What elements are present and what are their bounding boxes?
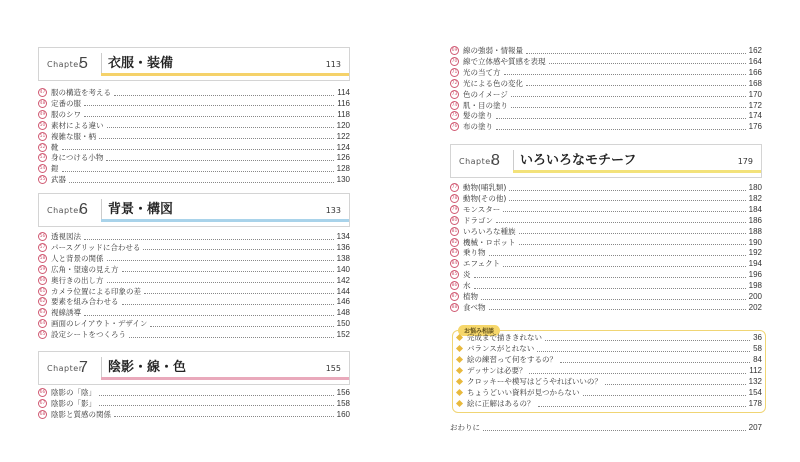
leader-dots: [129, 332, 334, 338]
entry-number-badge: 81: [451, 228, 458, 234]
leader-dots: [99, 133, 334, 139]
leader-dots: [583, 390, 746, 396]
entry-title: 水: [463, 281, 471, 291]
chapter-number: 5: [79, 55, 88, 72]
entry-page: 176: [748, 122, 762, 132]
entry-title: 髪の塗り: [463, 111, 493, 121]
toc-entry[interactable]: [38, 296, 350, 307]
entry-number-badge: 69: [451, 48, 458, 53]
entry-title: モンスター: [463, 204, 501, 214]
leader-dots: [84, 310, 334, 316]
entry-page: 146: [336, 297, 350, 307]
entry-number-badge: 80: [451, 217, 458, 223]
entry-title: パースグリッドに合わせる: [51, 242, 141, 252]
entry-title: 視線誘導: [51, 308, 81, 318]
leader-dots: [122, 299, 334, 305]
chapter-number: 8: [491, 152, 500, 169]
leader-dots: [509, 195, 745, 201]
entry-title: 奥行きの出し方: [51, 275, 104, 285]
entry-number-badge: 60: [39, 277, 46, 283]
entry-number-badge: 56: [39, 234, 46, 239]
entry-page: 180: [748, 183, 762, 192]
entry-page: 164: [748, 56, 762, 66]
entry-number-badge: 82: [451, 239, 458, 245]
toc-entry[interactable]: [38, 98, 350, 109]
toc-entry[interactable]: [38, 253, 350, 264]
entry-title: 定番の服: [51, 98, 81, 108]
entry-title: ちょうどいい資料が見つからない: [467, 388, 580, 397]
toc-entry[interactable]: [450, 302, 762, 313]
chapter-page: 155: [325, 363, 341, 373]
entry-title: 陰影の「影」: [51, 398, 96, 408]
leader-dots: [107, 277, 334, 283]
entry-page: 162: [748, 46, 762, 55]
chapter-underline: [101, 377, 349, 380]
entry-title: 食べ物: [463, 302, 486, 312]
chapter-title: 衣服・装備: [101, 53, 311, 75]
chapter-underline: [101, 73, 349, 76]
entry-number-badge: 63: [39, 310, 46, 316]
toc-entry[interactable]: [38, 286, 350, 297]
leader-dots: [560, 357, 750, 363]
entry-page: 186: [748, 215, 762, 225]
ending-entry[interactable]: [450, 422, 762, 433]
entry-number-badge: 61: [39, 288, 46, 294]
chapter-label: Chapter: [47, 205, 83, 215]
leader-dots: [519, 239, 746, 245]
leader-dots: [489, 304, 746, 310]
chapter-label: Chapter: [47, 59, 83, 69]
entry-page: 142: [336, 275, 350, 285]
toc-entry[interactable]: [450, 258, 762, 269]
toc-entry[interactable]: [38, 318, 350, 329]
chapter-5-header[interactable]: [38, 47, 350, 81]
entry-title: いろいろな種族: [463, 226, 516, 236]
toc-entry[interactable]: [450, 204, 762, 215]
chapter-underline: [101, 219, 349, 222]
toc-entry[interactable]: [450, 56, 762, 67]
entry-title: 画面のレイアウト・デザイン: [51, 319, 148, 329]
leader-dots: [150, 321, 333, 327]
leader-dots: [503, 261, 746, 267]
entry-page: 168: [748, 78, 762, 88]
diamond-bullet-icon: [456, 345, 463, 352]
entry-title: 要素を組み合わせる: [51, 297, 119, 307]
entry-title: おわりに: [450, 423, 480, 432]
chapter-title: 陰影・線・色: [101, 357, 311, 379]
entry-number-badge: 55: [39, 177, 46, 183]
entry-page: 192: [748, 248, 762, 258]
entry-page: 120: [336, 120, 350, 130]
entry-page: 166: [748, 67, 762, 77]
entry-number-badge: 65: [39, 332, 46, 338]
entry-page: 182: [748, 193, 762, 203]
entry-number-badge: 47: [39, 90, 46, 95]
toc-entry[interactable]: [38, 87, 350, 98]
entry-title: 武器: [51, 175, 66, 185]
entry-number-badge: 51: [39, 133, 46, 139]
toc-entry[interactable]: [38, 109, 350, 120]
chapter-number: 6: [79, 201, 88, 218]
toc-entry[interactable]: [38, 398, 350, 409]
entry-title: クロッキーや模写はどうやればいいの？: [467, 377, 602, 386]
toc-entry[interactable]: [450, 78, 762, 89]
entry-title: 植物: [463, 292, 478, 301]
diamond-bullet-icon: [456, 367, 463, 374]
chapter-6-header[interactable]: [38, 193, 350, 227]
leader-dots: [526, 80, 746, 86]
entry-title: エフェクト: [463, 259, 501, 269]
entry-title: 動物(哺乳類): [463, 183, 507, 192]
entry-number-badge: 70: [451, 58, 458, 64]
entry-number-badge: 52: [39, 144, 46, 150]
entry-number-badge: 59: [39, 266, 46, 272]
leader-dots: [496, 217, 746, 223]
leader-dots: [529, 368, 746, 374]
entry-number-badge: 58: [39, 255, 46, 261]
leader-dots: [537, 346, 750, 352]
entry-page: 198: [748, 281, 762, 291]
entry-title: 線の強弱・情報量: [463, 46, 523, 55]
consultation-entry[interactable]: [454, 365, 762, 376]
leader-dots: [511, 91, 746, 97]
entry-number-badge: 67: [39, 400, 46, 406]
entry-number-badge: 78: [451, 195, 458, 201]
consultation-heading: お悩み相談: [458, 325, 500, 336]
entry-page: 190: [748, 237, 762, 247]
diamond-bullet-icon: [456, 378, 463, 385]
leader-dots: [144, 288, 334, 294]
chapter-8-header[interactable]: [450, 144, 762, 178]
entry-page: 138: [336, 253, 350, 263]
toc-entry[interactable]: [450, 193, 762, 204]
toc-entry[interactable]: [38, 409, 350, 420]
entry-number-badge: 62: [39, 299, 46, 305]
entry-number-badge: 64: [39, 321, 46, 327]
entry-page: 122: [336, 131, 350, 141]
entry-page: 144: [336, 286, 350, 296]
leader-dots: [511, 102, 746, 108]
toc-entry[interactable]: [38, 329, 350, 340]
entry-title: 絵の練習って何をするの？: [467, 355, 557, 364]
leader-dots: [519, 228, 746, 234]
entry-title: 設定シートをつくろう: [51, 330, 126, 340]
leader-dots: [84, 234, 334, 240]
entry-title: 絵に正解はあるの？: [467, 399, 535, 408]
entry-page: 156: [336, 388, 350, 397]
entry-title: 複雑な服・柄: [51, 131, 96, 141]
chapter-title: いろいろなモチーフ: [513, 150, 723, 172]
entry-number-badge: 88: [451, 304, 458, 310]
leader-dots: [489, 250, 746, 256]
entry-number-badge: 79: [451, 206, 458, 212]
entry-number-badge: 76: [451, 124, 458, 130]
toc-entry[interactable]: [450, 182, 762, 193]
entry-number-badge: 75: [451, 113, 458, 119]
entry-page: 172: [748, 100, 762, 110]
toc-entry[interactable]: [450, 89, 762, 100]
entry-title: 機械・ロボット: [463, 237, 516, 247]
entry-title: 炎: [463, 270, 471, 280]
toc-entry[interactable]: [38, 120, 350, 131]
entry-page: 148: [336, 308, 350, 318]
entry-page: 112: [749, 366, 762, 375]
chapter-number: 7: [79, 359, 88, 376]
leader-dots: [474, 283, 746, 289]
entry-title: 身につける小物: [51, 153, 104, 163]
diamond-bullet-icon: [456, 356, 463, 363]
right-page: [450, 0, 762, 462]
entry-page: 184: [748, 204, 762, 214]
entry-page: 134: [336, 232, 350, 241]
toc-entry[interactable]: [450, 226, 762, 237]
entry-title: バランスがとれない: [467, 344, 535, 353]
toc-entry[interactable]: [450, 100, 762, 111]
toc-entry[interactable]: [38, 275, 350, 286]
entry-page: 160: [336, 409, 350, 419]
toc-entry[interactable]: [450, 269, 762, 280]
consultation-entry[interactable]: [454, 398, 762, 409]
consultation-entry[interactable]: [454, 387, 762, 398]
entry-title: カメラ位置による印象の差: [51, 286, 141, 296]
entry-page: 200: [748, 292, 762, 301]
entry-page: 128: [336, 164, 350, 174]
entry-title: 乗り物: [463, 248, 486, 258]
entry-page: 114: [337, 88, 350, 97]
entry-page: 36: [753, 333, 762, 342]
leader-dots: [62, 166, 334, 172]
leader-dots: [143, 244, 333, 250]
entry-page: 124: [336, 142, 350, 152]
leader-dots: [538, 401, 746, 407]
entry-number-badge: 85: [451, 272, 458, 278]
entry-number-badge: 53: [39, 155, 46, 161]
toc-entry[interactable]: [38, 142, 350, 153]
leader-dots: [114, 411, 334, 417]
toc-entry[interactable]: [38, 231, 350, 242]
entry-number-badge: 84: [451, 261, 458, 267]
entry-title: 人と背景の関係: [51, 253, 104, 263]
entry-page: 152: [336, 330, 350, 340]
entry-title: 靴: [51, 142, 59, 152]
toc-entry[interactable]: [38, 163, 350, 174]
entry-number-badge: 86: [451, 283, 458, 289]
entry-title: 動物(その他): [463, 193, 507, 203]
entry-page: 158: [336, 398, 350, 408]
toc-entry[interactable]: [38, 307, 350, 318]
entry-number-badge: 66: [39, 390, 46, 395]
chapter-7-header[interactable]: [38, 351, 350, 385]
leader-dots: [496, 124, 746, 130]
leader-dots: [122, 266, 334, 272]
leader-dots: [107, 122, 334, 128]
entry-page: 202: [748, 302, 762, 312]
entry-title: 肌・目の塗り: [463, 100, 508, 110]
toc-entry[interactable]: [450, 67, 762, 78]
entry-title: 服の構造を考える: [51, 88, 111, 97]
entry-page: 178: [748, 399, 762, 408]
leader-dots: [509, 185, 745, 191]
entry-page: 196: [748, 270, 762, 280]
entry-title: 完成まで描ききれない: [467, 333, 542, 342]
consultation-entry[interactable]: [454, 332, 762, 343]
toc-entry[interactable]: [38, 131, 350, 142]
toc-entry[interactable]: [38, 152, 350, 163]
entry-number-badge: 48: [39, 100, 46, 106]
entry-number-badge: 54: [39, 166, 46, 172]
leader-dots: [84, 111, 334, 117]
entry-number-badge: 87: [451, 294, 458, 299]
chapter-underline: [513, 170, 761, 173]
leader-dots: [503, 206, 745, 212]
entry-title: 陰影と質感の関係: [51, 409, 111, 419]
toc-entry[interactable]: [38, 387, 350, 398]
entry-number-badge: 49: [39, 111, 46, 117]
chapter-page: 113: [325, 59, 341, 69]
entry-title: 陰影の「陰」: [51, 388, 96, 397]
leader-dots: [99, 390, 334, 396]
toc-entry[interactable]: [38, 242, 350, 253]
leader-dots: [69, 177, 334, 183]
entry-number-badge: 74: [451, 102, 458, 108]
entry-number-badge: 71: [451, 69, 458, 75]
leader-dots: [483, 425, 746, 431]
entry-page: 140: [336, 264, 350, 274]
leader-dots: [605, 379, 746, 385]
toc-entry[interactable]: [450, 291, 762, 302]
toc-entry[interactable]: [450, 280, 762, 291]
entry-number-badge: 68: [39, 411, 46, 417]
chapter-label: Chapter: [459, 156, 495, 166]
entry-page: 136: [336, 242, 350, 252]
diamond-bullet-icon: [456, 400, 463, 407]
entry-page: 174: [748, 111, 762, 121]
diamond-bullet-icon: [456, 389, 463, 396]
entry-page: 132: [748, 377, 762, 386]
entry-number-badge: 73: [451, 91, 458, 97]
entry-title: 布の塗り: [463, 122, 493, 132]
entry-title: 広角・望遠の見え方: [51, 264, 119, 274]
leader-dots: [504, 69, 746, 75]
toc-entry[interactable]: [38, 264, 350, 275]
entry-title: 光による色の変化: [463, 78, 523, 88]
consultation-entry[interactable]: [454, 343, 762, 354]
leader-dots: [62, 144, 334, 150]
left-page: [38, 0, 350, 462]
entry-number-badge: 57: [39, 244, 46, 250]
entry-number-badge: 83: [451, 250, 458, 256]
entry-title: 服のシワ: [51, 109, 81, 119]
chapter-title: 背景・構図: [101, 199, 311, 221]
chapter-page: 133: [325, 205, 341, 215]
toc-entry[interactable]: [450, 110, 762, 121]
entry-page: 150: [336, 319, 350, 329]
entry-page: 116: [337, 98, 350, 108]
chapter-label: Chapter: [47, 363, 83, 373]
diamond-bullet-icon: [456, 334, 463, 341]
leader-dots: [114, 90, 334, 96]
entry-page: 194: [748, 259, 762, 269]
entry-page: 207: [748, 423, 762, 432]
leader-dots: [496, 113, 746, 119]
entry-title: ドラゴン: [463, 215, 493, 225]
leader-dots: [106, 155, 333, 161]
leader-dots: [549, 58, 746, 64]
entry-title: デッサンは必要？: [467, 366, 527, 375]
entry-title: 透視図法: [51, 232, 81, 241]
entry-number-badge: 77: [451, 185, 458, 190]
entry-page: 188: [748, 226, 762, 236]
entry-number-badge: 50: [39, 122, 46, 128]
entry-title: 線で立体感や質感を表現: [463, 56, 546, 66]
entry-page: 84: [753, 355, 762, 364]
chapter-page: 179: [737, 156, 753, 166]
toc-entry[interactable]: [450, 215, 762, 226]
entry-page: 170: [748, 89, 762, 99]
entry-page: 126: [336, 153, 350, 163]
leader-dots: [526, 48, 746, 54]
consultation-entry[interactable]: [454, 376, 762, 387]
entry-number-badge: 72: [451, 80, 458, 86]
toc-entry[interactable]: [38, 174, 350, 185]
leader-dots: [481, 294, 746, 300]
toc-entry[interactable]: [450, 45, 762, 56]
leader-dots: [545, 335, 750, 341]
entry-page: 58: [753, 344, 762, 353]
leader-dots: [84, 100, 334, 106]
toc-entry[interactable]: [450, 247, 762, 258]
leader-dots: [474, 272, 746, 278]
entry-title: 色のイメージ: [463, 89, 508, 99]
entry-page: 154: [748, 388, 762, 397]
entry-title: 鎧: [51, 164, 59, 174]
consultation-entry[interactable]: [454, 354, 762, 365]
entry-page: 130: [336, 175, 350, 185]
entry-title: 素材による違い: [51, 120, 104, 130]
toc-entry[interactable]: [450, 121, 762, 132]
leader-dots: [107, 255, 334, 261]
toc-entry[interactable]: [450, 237, 762, 248]
entry-page: 118: [337, 109, 350, 119]
leader-dots: [99, 400, 334, 406]
entry-title: 光の当て方: [463, 67, 501, 77]
